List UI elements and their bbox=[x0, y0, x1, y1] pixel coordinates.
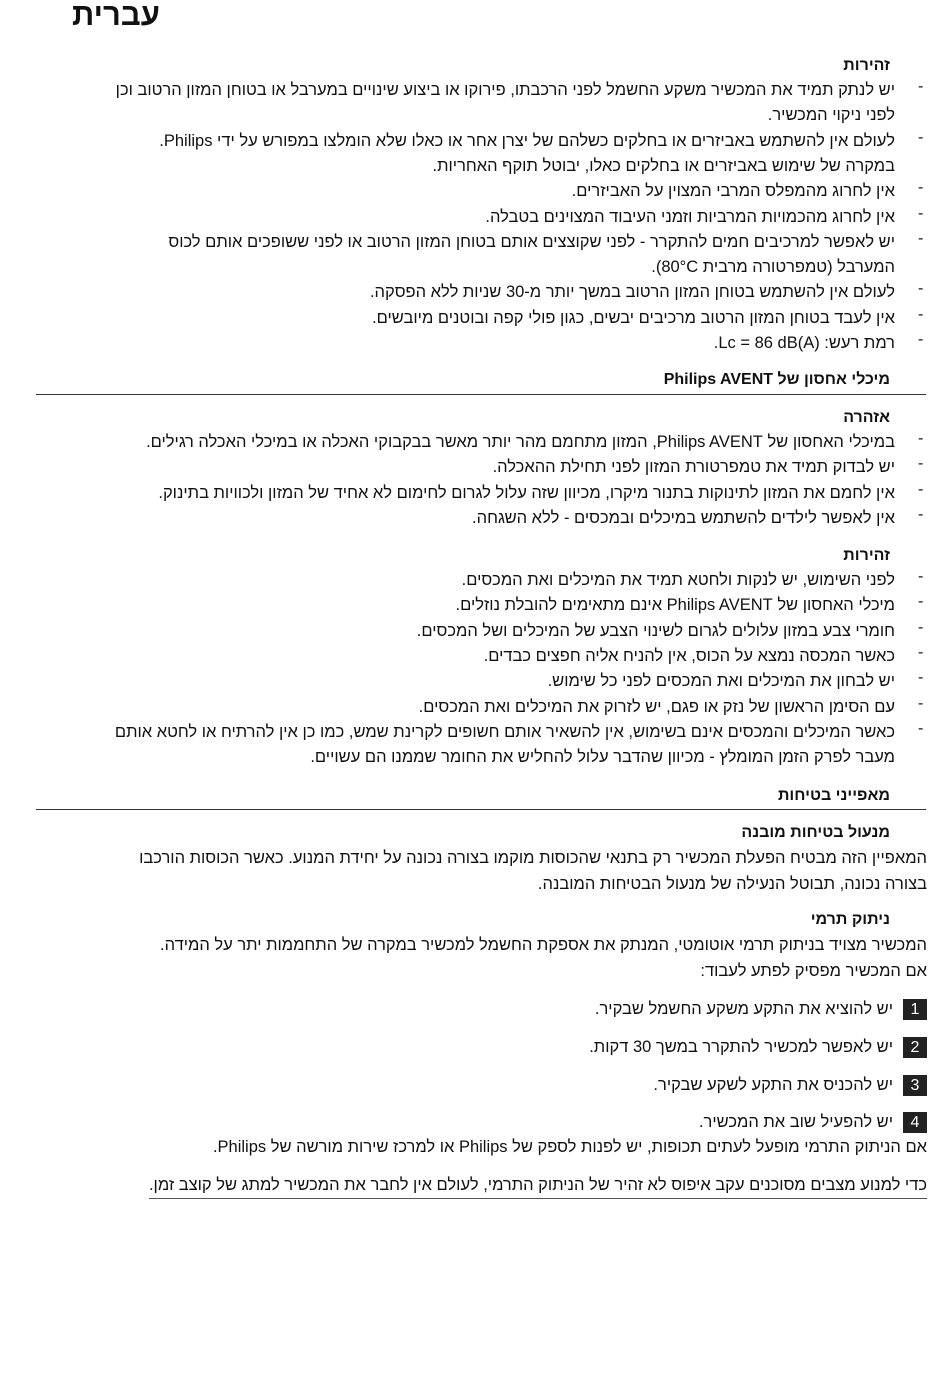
step-item bbox=[699, 1110, 927, 1134]
section-divider bbox=[36, 809, 926, 810]
bullet-dash: - bbox=[918, 204, 924, 222]
warning-item-line: במיכלי האחסון של Philips AVENT, המזון מתחמם מהר יותר מאשר בבקבוקי האכלה או במיכלי האכלה רגילים. bbox=[146, 433, 895, 451]
bullet-dash: - bbox=[918, 568, 924, 585]
caution2-item-line: חומרי צבע במזון עלולים לגרום לשינוי הצבע של המיכלים ושל המכסים. bbox=[416, 621, 895, 640]
bullet-dash: - bbox=[918, 719, 924, 737]
step-item bbox=[653, 1073, 927, 1097]
thermal-line-1: המכשיר מצויד בניתוק תרמי אוטומטי, המנתק את אספקת החשמל למכשיר במקרה של התחממות יתר על המידה. bbox=[160, 936, 927, 954]
bullet-dash: - bbox=[918, 643, 924, 661]
step-text: יש להפעיל שוב את המכשיר. bbox=[698, 1113, 893, 1131]
bullet-dash: - bbox=[918, 331, 924, 348]
thermal-line-2: אם המכשיר מפסיק לפתע לעבוד: bbox=[700, 962, 927, 980]
step-item bbox=[595, 997, 927, 1021]
warning-heading: אזהרה bbox=[843, 409, 890, 426]
bullet-dash: - bbox=[918, 669, 924, 687]
interlock-line-1: המאפיין הזה מבטיח הפעלת המכשיר רק בתנאי שהכוסות מוקמו בצורה נכונה על יחידת המנוע. כאשר הכוסות הורכבו bbox=[139, 849, 927, 867]
caution2-item-line: לפני השימוש, יש לנקות ולחטא תמיד את המיכלים ואת המכסים. bbox=[461, 571, 895, 589]
bullet-dash: - bbox=[918, 618, 924, 636]
page-title: עברית bbox=[72, 0, 160, 32]
safety-heading: מאפייני בטיחות bbox=[777, 787, 890, 804]
bullet-dash: - bbox=[918, 128, 924, 146]
after-steps-text: אם הניתוק התרמי מופעל לעתים תכופות, יש לפנות לספק של Philips או למרכז שירות מורשה של Philips. bbox=[212, 1138, 927, 1156]
bullet-dash: - bbox=[918, 505, 924, 523]
bullet-dash: - bbox=[918, 78, 924, 95]
cautions2-heading: זהירות bbox=[843, 547, 890, 564]
bullet-dash: - bbox=[918, 430, 924, 447]
interlock-line-2: בצורה נכונה, תבוטל הנעילה של מנעול הבטיחות המובנה. bbox=[537, 875, 927, 893]
step-text: יש להכניס את התקע לשקע שבקיר. bbox=[653, 1076, 893, 1094]
step-item bbox=[589, 1035, 927, 1059]
step-number: 3 bbox=[903, 1075, 927, 1096]
caution-item-line: יש לנתק תמיד את המכשיר משקע החשמל לפני הרכבתו, פירוקו או ביצוע שינויים במערבל או בטוחן המזון הרטוב וכן bbox=[115, 81, 895, 99]
warning-item-line: אין לחמם את המזון לתינוקות בתנור מיקרו, מכיוון שזה עלול לגרום לחימום לא אחיד של המזון ולכוויות בתינוק. bbox=[158, 483, 895, 502]
caution-item-line: לפני ניקוי המכשיר. bbox=[767, 106, 895, 125]
step-number: 2 bbox=[903, 1037, 927, 1058]
caution-item-line: לעולם אין להשתמש בטוחן המזון הרטוב במשך יותר מ-30 שניות ללא הפסקה. bbox=[369, 283, 895, 302]
bullet-dash: - bbox=[918, 229, 924, 247]
thermal-heading: ניתוק תרמי bbox=[810, 911, 890, 928]
caution-item-line: יש לאפשר למרכיבים חמים להתקרר - לפני שקוצצים אותם בטוחן המזון הרטוב או לפני ששופכים אותם לכוס bbox=[168, 232, 895, 251]
storage-heading: מיכלי אחסון של Philips AVENT bbox=[663, 371, 890, 388]
bullet-dash: - bbox=[918, 694, 924, 712]
interlock-heading: מנעול בטיחות מובנה bbox=[741, 824, 890, 841]
caution2-item-line: כאשר המיכלים והמכסים אינם בשימוש, אין להשאיר אותם חשופים לקרינת שמש, כמו כן אין להרתיח או לחטא אותם bbox=[114, 722, 895, 741]
caution-item-line: רמת רעש: Lc = 86 dB(A). bbox=[713, 334, 895, 352]
step-text: יש לאפשר למכשיר להתקרר במשך 30 דקות. bbox=[589, 1038, 893, 1056]
step-text: יש להוציא את התקע משקע החשמל שבקיר. bbox=[594, 1000, 893, 1018]
bullet-dash: - bbox=[918, 179, 924, 197]
caution2-item-line: מעבר לפרק הזמן המומלץ - מכיוון שהדבר עלול להחליש את החומר שממנו הם עשויים. bbox=[310, 748, 895, 767]
warning-item-line: אין לאפשר לילדים להשתמש במיכלים ובמכסים - ללא השגחה. bbox=[472, 508, 895, 527]
safety-notice: כדי למנוע מצבים מסוכנים עקב איפוס לא זהיר של הניתוק התרמי, לעולם אין לחבר את המכשיר למתג של קוצב זמן. bbox=[149, 1173, 927, 1199]
warning-item-line: יש לבדוק תמיד את טמפרטורת המזון לפני תחילת ההאכלה. bbox=[492, 458, 895, 477]
bullet-dash: - bbox=[918, 480, 924, 498]
caution-item-line: אין לעבד בטוחן המזון הרטוב מרכיבים יבשים, כגון פולי קפה ובוטנים מיובשים. bbox=[372, 308, 895, 327]
caution2-item-line: מיכלי האחסון של Philips AVENT אינם מתאימים להובלת נוזלים. bbox=[455, 596, 895, 615]
caution-item-line: לעולם אין להשתמש באביזרים או בחלקים כשלהם של יצרן אחר או כאלו שלא הומלצו במפורש על ידי Philips. bbox=[159, 131, 895, 150]
caution-item-line: אין לחרוג מהכמויות המרביות וזמני העיבוד המצוינים בטבלה. bbox=[485, 207, 895, 226]
step-number: 1 bbox=[903, 999, 927, 1020]
caution-item-line: אין לחרוג מהמפלס המרבי המצוין על האביזרים. bbox=[571, 182, 895, 201]
caution2-item-line: יש לבחון את המיכלים ואת המכסים לפני כל שימוש. bbox=[547, 672, 895, 691]
bullet-dash: - bbox=[918, 593, 924, 611]
caution2-item-line: כאשר המכסה נמצא על הכוס, אין להניח אליה חפצים כבדים. bbox=[483, 646, 895, 665]
bullet-dash: - bbox=[918, 455, 924, 473]
section-divider bbox=[36, 394, 926, 395]
bullet-dash: - bbox=[918, 280, 924, 298]
caution2-item-line: עם הסימן הראשון של נזק או פגם, יש לזרוק את המיכלים ואת המכסים. bbox=[418, 697, 895, 716]
step-number: 4 bbox=[903, 1112, 927, 1133]
caution-item-line: במקרה של שימוש באביזרים או בחלקים כאלו, יבוטל תוקף האחריות. bbox=[432, 156, 895, 175]
caution-item-line: המערבל (טמפרטורה מרבית 80°C). bbox=[651, 258, 895, 277]
cautions-heading: זהירות bbox=[843, 57, 890, 74]
bullet-dash: - bbox=[918, 305, 924, 323]
